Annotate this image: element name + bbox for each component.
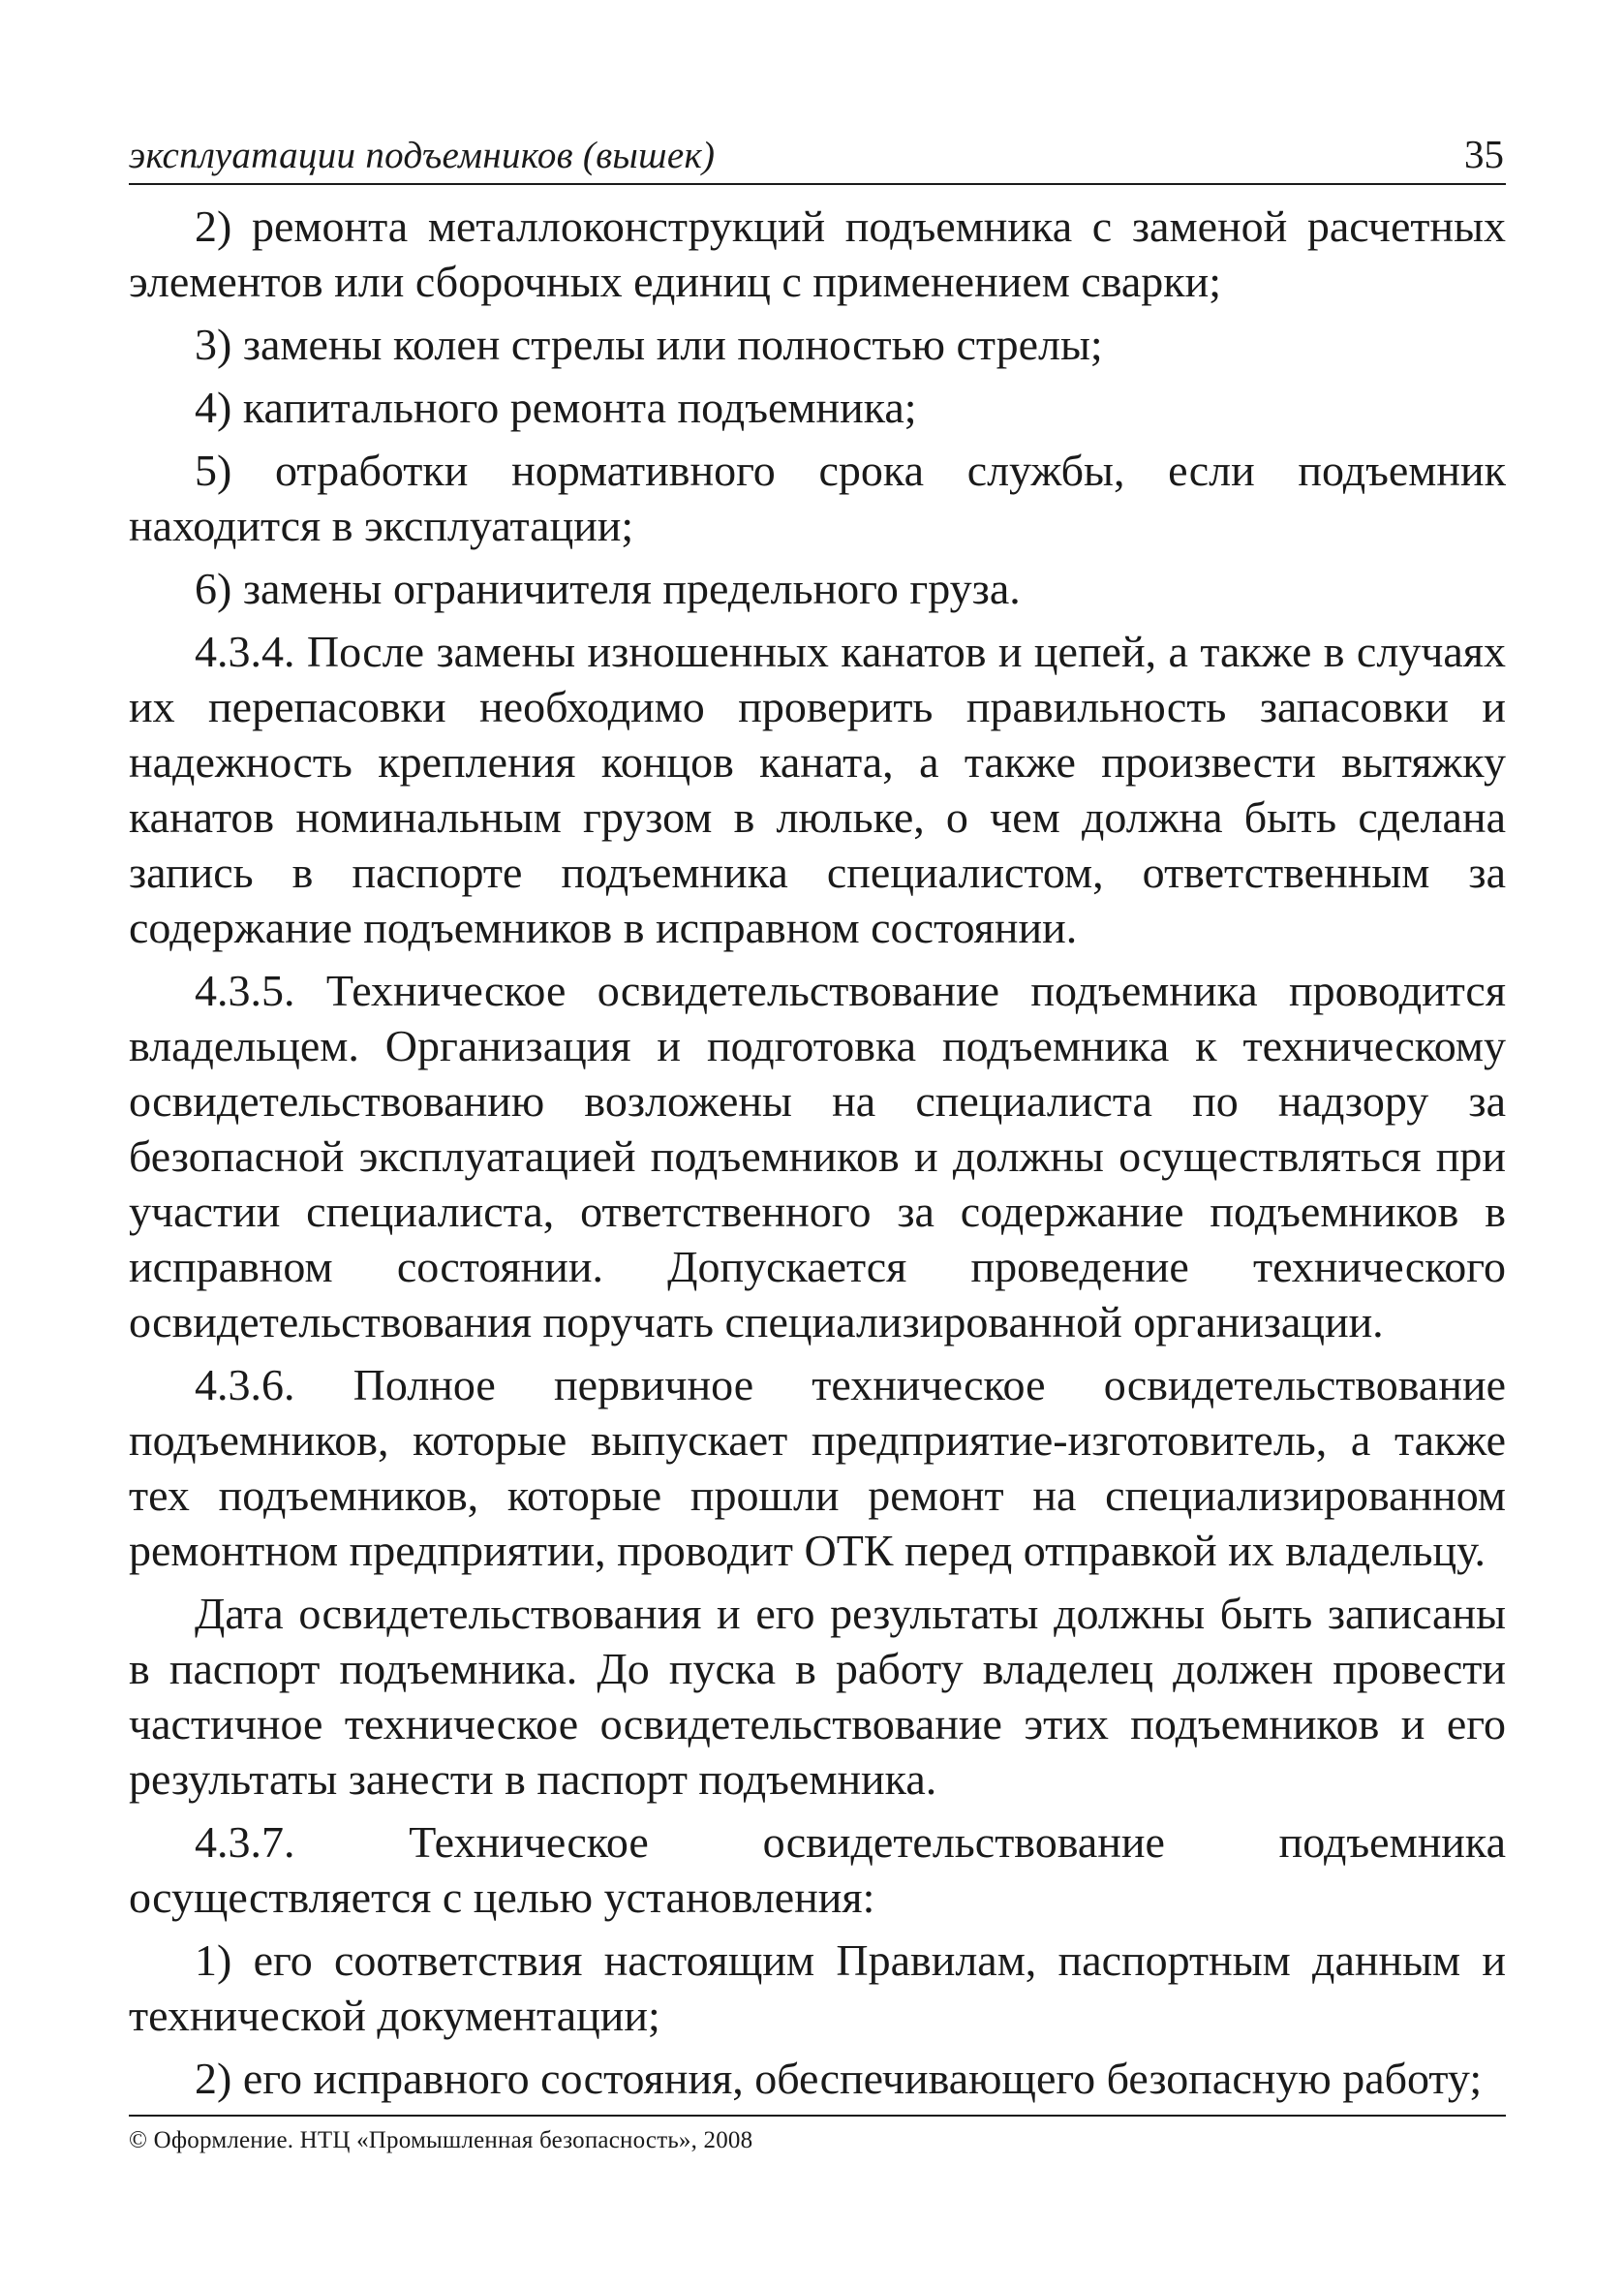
paragraph: 2) ремонта металлоконструкций подъемника с заменой расчетных элементов или сборочных единиц с применением сварки; [129,201,1506,306]
footer-divider [129,2115,1506,2117]
paragraph: 4.3.7. Техническое освидетельствование подъемника осуществляется с целью установления: [129,1817,1506,1922]
paragraph: 3) замены колен стрелы или полностью стрелы; [195,320,1103,369]
paragraph: 4.3.4. После замены изношенных канатов и цепей, а также в случаях их перепасовки необходимо проверить правильность запасовки и надежность крепления концов каната, а также произвести вытяжку канатов номинальным грузом в люльке, о чем должна быть сделана запись в паспорте подъемника специалистом, ответственным за содержание подъемников в исправном состоянии. [129,627,1506,952]
running-header-title: эксплуатации подъемников (вышек) [129,135,716,176]
paragraph: 4.3.5. Техническое освидетельствование подъемника проводится владельцем. Организация и подготовка подъемника к техническому освидетельствованию возложены на специалиста по надзору за безопасной эксплуатацией подъемников и должны осуществляться при участии специалиста, ответственного за содержание подъемников в исправном состоянии. Допускается проведение технического освидетельствования поручать специализированной организации. [129,966,1506,1346]
paragraph: 5) отработки нормативного срока службы, если подъемник находится в эксплуатации; [129,446,1506,550]
paragraph: 4.3.6. Полное первичное техническое освидетельствование подъемников, которые выпускает предприятие-изготовитель, а также тех подъемников, которые прошли ремонт на специализированном ремонтном предприятии, проводит ОТК перед отправкой их владельцу. [129,1360,1506,1575]
paragraph: 2) его исправного состояния, обеспечивающего безопасную работу; [195,2054,1483,2103]
paragraph: Дата освидетельствования и его результаты должны быть записаны в паспорт подъемника. До пуска в работу владелец должен провести частичное техническое освидетельствование этих подъемников и его результаты занести в паспорт подъемника. [129,1589,1506,1804]
page-number: 35 [1464,132,1504,176]
body-text [129,199,1506,2114]
paragraph: 1) его соответствия настоящим Правилам, паспортным данным и технической документации; [129,1935,1506,2040]
paragraph: 6) замены ограничителя предельного груза. [195,564,1021,613]
paragraph: 4) капитального ремонта подъемника; [195,383,917,432]
running-header [129,129,1506,185]
footer-copyright: © Оформление. НТЦ «Промышленная безопасность», 2008 [129,2127,753,2153]
